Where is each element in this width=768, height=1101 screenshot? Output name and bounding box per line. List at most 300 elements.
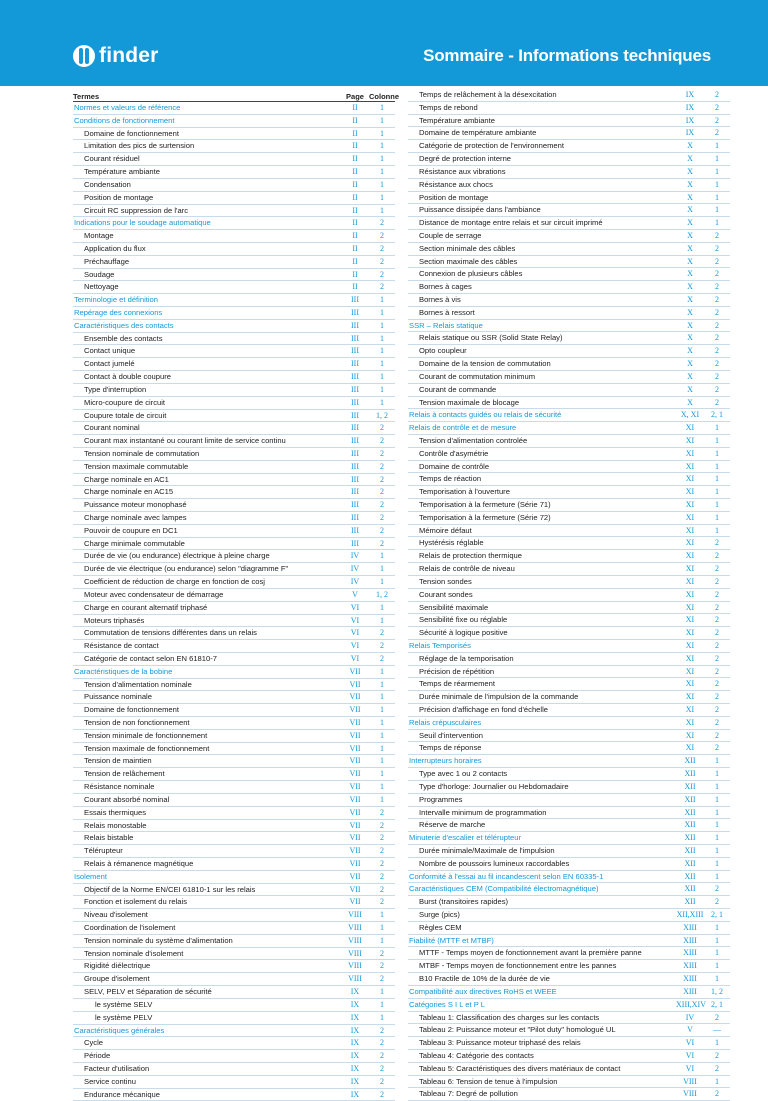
- toc-column: 1: [715, 1076, 719, 1086]
- toc-entry-row[interactable]: [408, 256, 730, 269]
- toc-entry-row[interactable]: [408, 115, 730, 128]
- toc-entry-row[interactable]: [73, 704, 395, 717]
- toc-section-row[interactable]: [408, 717, 730, 730]
- toc-entry-row[interactable]: [73, 179, 395, 192]
- toc-entry-row[interactable]: [73, 166, 395, 179]
- toc-column: 2: [715, 640, 719, 650]
- toc-term: Contact jumelé: [84, 359, 135, 369]
- toc-entry-row[interactable]: [73, 281, 395, 294]
- toc-page: VII: [349, 692, 361, 702]
- toc-term: Résistance aux chocs: [419, 179, 493, 189]
- toc-section-row[interactable]: [408, 422, 730, 435]
- toc-section-row[interactable]: [408, 883, 730, 896]
- toc-page: IX: [350, 987, 360, 997]
- toc-page: IX: [350, 1025, 360, 1035]
- toc-term: Relais de contrôle et de mesure: [409, 423, 517, 433]
- toc-term: Sensibilité fixe ou réglable: [419, 615, 508, 625]
- toc-entry-row[interactable]: [73, 435, 395, 448]
- toc-entry-row[interactable]: [408, 563, 730, 576]
- toc-entry-row[interactable]: [408, 461, 730, 474]
- toc-entry-row[interactable]: [408, 614, 730, 627]
- toc-column: —: [713, 1025, 721, 1035]
- toc-column: 2: [715, 320, 719, 330]
- toc-entry-row[interactable]: [73, 269, 395, 282]
- toc-term: Télérupteur: [84, 846, 123, 856]
- toc-term: Tableau 6: Tension de tenue à l'impulsion: [419, 1076, 558, 1086]
- toc-entry-row[interactable]: [73, 743, 395, 756]
- toc-column: 1: [715, 756, 719, 766]
- toc-entry-row[interactable]: [73, 832, 395, 845]
- toc-column: 2: [715, 564, 719, 574]
- toc-entry-row[interactable]: [408, 358, 730, 371]
- header-page: Page: [346, 92, 364, 101]
- toc-column: 1: [715, 435, 719, 445]
- toc-term: Soudage: [84, 269, 115, 279]
- toc-entry-row[interactable]: [73, 345, 395, 358]
- toc-entry-row[interactable]: [73, 474, 395, 487]
- toc-entry-row[interactable]: [73, 128, 395, 141]
- toc-entry-row[interactable]: [408, 204, 730, 217]
- toc-page: X: [687, 269, 693, 279]
- toc-entry-row[interactable]: [73, 948, 395, 961]
- toc-column: 1: [380, 308, 384, 317]
- toc-entry-row[interactable]: [408, 909, 730, 922]
- toc-entry-row[interactable]: [73, 755, 395, 768]
- toc-term: Relais crépusculaires: [409, 717, 482, 727]
- toc-column: 1: [715, 935, 719, 945]
- toc-entry-row[interactable]: [73, 153, 395, 166]
- toc-entry-row[interactable]: [73, 256, 395, 269]
- toc-entry-row[interactable]: [408, 217, 730, 230]
- toc-column: 2: [715, 602, 719, 612]
- toc-entry-row[interactable]: [73, 230, 395, 243]
- toc-page: VII: [349, 871, 361, 881]
- toc-entry-row[interactable]: [408, 1024, 730, 1037]
- toc-term: Compatibilité aux directives RoHS et WEEE: [409, 986, 557, 996]
- toc-column: 1: [380, 103, 384, 112]
- toc-page: VIII: [348, 961, 362, 971]
- toc-entry-row[interactable]: [408, 127, 730, 140]
- toc-entry-row[interactable]: [408, 243, 730, 256]
- toc-section-row[interactable]: [73, 294, 395, 307]
- toc-section-row[interactable]: [73, 320, 395, 333]
- toc-page: X: [687, 282, 693, 292]
- toc-entry-row[interactable]: [73, 371, 395, 384]
- toc-column: 1: [380, 141, 384, 151]
- toc-entry-row[interactable]: [408, 397, 730, 410]
- toc-section-row[interactable]: [73, 871, 395, 884]
- toc-entry-row[interactable]: [73, 781, 395, 794]
- toc-entry-row[interactable]: [408, 589, 730, 602]
- toc-column: 2: [715, 269, 719, 279]
- toc-entry-row[interactable]: [73, 717, 395, 730]
- toc-entry-row[interactable]: [408, 922, 730, 935]
- toc-page: XII: [684, 781, 696, 791]
- toc-term: le système PELV: [95, 1012, 153, 1022]
- toc-term: Programmes: [419, 794, 463, 804]
- toc-entry-row[interactable]: [73, 243, 395, 256]
- toc-entry-row[interactable]: [408, 473, 730, 486]
- toc-page: XI: [685, 653, 695, 663]
- toc-entry-row[interactable]: [408, 230, 730, 243]
- toc-entry-row[interactable]: [408, 1088, 730, 1101]
- toc-entry-row[interactable]: [408, 845, 730, 858]
- toc-entry-row[interactable]: [408, 960, 730, 973]
- toc-entry-row[interactable]: [73, 538, 395, 551]
- toc-term: le système SELV: [95, 999, 153, 1009]
- toc-page: X: [687, 320, 693, 330]
- toc-entry-row[interactable]: [73, 845, 395, 858]
- toc-entry-row[interactable]: [73, 358, 395, 371]
- toc-term: Température ambiante: [419, 115, 495, 125]
- toc-entry-row[interactable]: [408, 973, 730, 986]
- toc-page: II: [352, 192, 358, 202]
- toc-term: Position de montage: [84, 192, 154, 202]
- toc-term: Domaine de contrôle: [419, 461, 490, 471]
- toc-column-left: [73, 89, 399, 1101]
- toc-page: IX: [350, 1063, 360, 1073]
- toc-term: Position de montage: [419, 192, 489, 202]
- toc-entry-row[interactable]: [73, 935, 395, 948]
- toc-term: Montage: [84, 231, 114, 241]
- toc-entry-row[interactable]: [408, 537, 730, 550]
- toc-section-row[interactable]: [408, 935, 730, 948]
- header-bar: [0, 0, 768, 86]
- toc-page: XI: [685, 602, 695, 612]
- toc-entry-row[interactable]: [73, 858, 395, 871]
- toc-entry-row[interactable]: [408, 435, 730, 448]
- toc-section-row[interactable]: [408, 871, 730, 884]
- toc-term: Durée minimale/Maximale de l'impulsion: [419, 845, 555, 855]
- toc-entry-row[interactable]: [408, 704, 730, 717]
- toc-column: 2: [380, 282, 384, 292]
- toc-entry-row[interactable]: [408, 448, 730, 461]
- toc-page: XII: [684, 794, 696, 804]
- toc-entry-row[interactable]: [73, 512, 395, 525]
- toc-section-row[interactable]: [408, 755, 730, 768]
- toc-entry-row[interactable]: [408, 678, 730, 691]
- toc-column: 2: [380, 1089, 384, 1099]
- toc-term: Temps de réarmement: [419, 679, 495, 689]
- toc-entry-row[interactable]: [408, 179, 730, 192]
- toc-entry-row[interactable]: [73, 499, 395, 512]
- toc-entry-row[interactable]: [73, 525, 395, 538]
- toc-entry-row[interactable]: [73, 884, 395, 897]
- toc-entry-row[interactable]: [73, 973, 395, 986]
- toc-entry-row[interactable]: [408, 576, 730, 589]
- toc-entry-row[interactable]: [408, 140, 730, 153]
- toc-entry-row[interactable]: [408, 691, 730, 704]
- toc-entry-row[interactable]: [408, 89, 730, 102]
- toc-column: 1: [380, 935, 384, 945]
- toc-entry-row[interactable]: [73, 192, 395, 205]
- toc-entry-row[interactable]: [73, 794, 395, 807]
- toc-entry-row[interactable]: [73, 576, 395, 589]
- toc-entry-row[interactable]: [73, 820, 395, 833]
- toc-entry-row[interactable]: [73, 909, 395, 922]
- toc-entry-row[interactable]: [73, 384, 395, 397]
- toc-column: 1: [380, 384, 384, 394]
- toc-term: Relais Temporisés: [409, 640, 471, 650]
- toc-column: 2, 1: [711, 910, 723, 919]
- toc-term: Puissance nominale: [84, 692, 152, 702]
- toc-entry-row[interactable]: [73, 1063, 395, 1076]
- toc-page: VII: [349, 743, 361, 753]
- toc-entry-row[interactable]: [73, 730, 395, 743]
- toc-page: XI: [685, 730, 695, 740]
- toc-term: Réglage de la temporisation: [419, 653, 514, 663]
- toc-entry-row[interactable]: [408, 499, 730, 512]
- toc-entry-row[interactable]: [73, 999, 395, 1012]
- toc-page: VIII: [683, 1089, 697, 1099]
- toc-entry-row[interactable]: [73, 589, 395, 602]
- toc-entry-row[interactable]: [73, 896, 395, 909]
- toc-column: 1: [380, 782, 384, 792]
- toc-entry-row[interactable]: [408, 512, 730, 525]
- toc-page: VII: [349, 756, 361, 766]
- toc-entry-row[interactable]: [73, 1012, 395, 1025]
- toc-entry-row[interactable]: [408, 384, 730, 397]
- toc-term: Tension maximale commutable: [84, 461, 189, 471]
- toc-term: Tension d'alimentation controlée: [419, 435, 528, 445]
- toc-term: Application du flux: [84, 243, 146, 253]
- toc-column: 1: [715, 769, 719, 779]
- toc-entry-row[interactable]: [408, 153, 730, 166]
- toc-column: 2: [380, 628, 384, 638]
- toc-entry-row[interactable]: [408, 294, 730, 307]
- toc-column: 1: [715, 166, 719, 176]
- toc-column: 2: [380, 1038, 384, 1048]
- toc-entry-row[interactable]: [73, 550, 395, 563]
- toc-page: VIII: [348, 948, 362, 958]
- toc-entry-row[interactable]: [408, 332, 730, 345]
- toc-column: 1: [715, 512, 719, 522]
- toc-column: 2: [380, 807, 384, 817]
- toc-column: 1: [380, 718, 384, 727]
- toc-entry-row[interactable]: [73, 679, 395, 692]
- toc-column: 1, 2: [711, 986, 723, 996]
- toc-entry-row[interactable]: [73, 140, 395, 153]
- toc-page: XI: [685, 640, 695, 650]
- toc-term: Limitation des pics de surtension: [84, 141, 195, 151]
- toc-entry-row[interactable]: [408, 602, 730, 615]
- toc-entry-row[interactable]: [408, 742, 730, 755]
- toc-page: XI: [685, 743, 695, 753]
- toc-page: VII: [349, 858, 361, 868]
- toc-entry-row[interactable]: [408, 781, 730, 794]
- toc-section-row[interactable]: [73, 217, 395, 230]
- toc-column: 1: [380, 115, 384, 125]
- toc-page: X: [687, 359, 693, 369]
- toc-term: Domaine de température ambiante: [419, 128, 537, 138]
- toc-page: XI: [685, 717, 695, 727]
- toc-term: Temporisation à l'ouverture: [419, 487, 510, 497]
- toc-entry-row[interactable]: [73, 461, 395, 474]
- toc-page: V: [687, 1025, 693, 1035]
- toc-section-row[interactable]: [408, 986, 730, 999]
- toc-entry-row[interactable]: [408, 819, 730, 832]
- toc-term: Seuil d'intervention: [419, 730, 483, 740]
- toc-entry-row[interactable]: [408, 102, 730, 115]
- toc-entry-row[interactable]: [408, 1076, 730, 1089]
- finder-logo-icon: [73, 45, 95, 67]
- toc-term: Facteur d'utilisation: [84, 1063, 150, 1073]
- toc-term: Catégorie de protection de l'environnement: [419, 141, 564, 151]
- toc-term: Coefficient de réduction de charge en fonction de cosj: [84, 577, 265, 587]
- toc-entry-row[interactable]: [408, 1063, 730, 1076]
- toc-column: 2: [715, 1050, 719, 1060]
- toc-page: IX: [685, 102, 695, 112]
- toc-page: IV: [350, 551, 360, 561]
- toc-entry-row[interactable]: [73, 422, 395, 435]
- toc-entry-row[interactable]: [408, 896, 730, 909]
- toc-term: Température ambiante: [84, 167, 160, 177]
- toc-entry-row[interactable]: [73, 807, 395, 820]
- toc-column: 1: [380, 743, 384, 753]
- page-title: Sommaire - Informations techniques: [423, 46, 711, 65]
- toc-entry-row[interactable]: [73, 1076, 395, 1089]
- toc-page: XII: [684, 769, 696, 779]
- toc-entry-row[interactable]: [408, 345, 730, 358]
- toc-entry-row[interactable]: [73, 563, 395, 576]
- toc-column: 1: [380, 128, 384, 138]
- toc-term: Charge minimale commutable: [84, 538, 185, 548]
- toc-entry-row[interactable]: [73, 640, 395, 653]
- toc-entry-row[interactable]: [408, 525, 730, 538]
- toc-page: II: [352, 128, 358, 138]
- toc-page: XIII: [683, 961, 697, 971]
- toc-entry-row[interactable]: [408, 768, 730, 781]
- toc-column: 2: [380, 474, 384, 484]
- toc-section-row[interactable]: [408, 409, 730, 422]
- toc-entry-row[interactable]: [73, 448, 395, 461]
- toc-term: Courant de commande: [419, 384, 497, 394]
- toc-term: Courant max instantané ou courant limite de service continu: [84, 436, 286, 446]
- toc-page: XI: [685, 474, 695, 484]
- toc-section-row[interactable]: [73, 307, 395, 320]
- toc-term: Courant sondes: [419, 589, 473, 599]
- toc-column: 1: [715, 858, 719, 868]
- toc-entry-row[interactable]: [73, 691, 395, 704]
- toc-term: Domaine de fonctionnement: [84, 128, 179, 138]
- toc-column: 1: [380, 179, 384, 189]
- toc-page: VII: [349, 833, 361, 843]
- toc-column: 1: [715, 423, 719, 433]
- toc-entry-row[interactable]: [73, 333, 395, 346]
- toc-entry-row[interactable]: [73, 602, 395, 615]
- toc-entry-row[interactable]: [408, 653, 730, 666]
- toc-entry-row[interactable]: [73, 1037, 395, 1050]
- toc-page: III: [351, 474, 359, 484]
- toc-term: Section minimale des câbles: [419, 243, 516, 253]
- toc-column: 1: [380, 910, 384, 920]
- toc-entry-row[interactable]: [73, 960, 395, 973]
- toc-entry-row[interactable]: [73, 397, 395, 410]
- toc-term: Distance de montage entre relais et sur circuit imprimé: [419, 218, 603, 228]
- toc-term: Repérage des connexions: [74, 308, 163, 317]
- toc-entry-row[interactable]: [73, 922, 395, 935]
- toc-page: XII: [684, 756, 696, 766]
- toc-entry-row[interactable]: [408, 1012, 730, 1025]
- toc-entry-row[interactable]: [408, 1037, 730, 1050]
- toc-entry-row[interactable]: [408, 307, 730, 320]
- toc-entry-row[interactable]: [73, 768, 395, 781]
- toc-column: 1: [380, 1012, 384, 1022]
- toc-page: XIII: [683, 922, 697, 932]
- toc-column: 2: [715, 90, 719, 99]
- toc-term: Terminologie et définition: [74, 295, 159, 305]
- toc-entry-row[interactable]: [408, 627, 730, 640]
- toc-entry-row[interactable]: [408, 192, 730, 205]
- toc-entry-row[interactable]: [73, 653, 395, 666]
- toc-column: 2: [715, 243, 719, 253]
- toc-section-row[interactable]: [408, 640, 730, 653]
- toc-entry-row[interactable]: [408, 166, 730, 179]
- toc-column: 1: [715, 154, 719, 164]
- toc-column: 1: [715, 474, 719, 484]
- toc-entry-row[interactable]: [408, 550, 730, 563]
- toc-entry-row[interactable]: [408, 268, 730, 281]
- toc-term: Tension maximale de fonctionnement: [84, 743, 210, 753]
- toc-section-row[interactable]: [408, 320, 730, 333]
- toc-entry-row[interactable]: [408, 281, 730, 294]
- toc-term: Tableau 1: Classification des charges sur les contacts: [419, 1012, 600, 1022]
- toc-section-row[interactable]: [73, 115, 395, 128]
- toc-entry-row[interactable]: [73, 615, 395, 628]
- toc-column: 2: [715, 295, 719, 304]
- toc-entry-row[interactable]: [73, 486, 395, 499]
- toc-entry-row[interactable]: [73, 205, 395, 218]
- toc-entry-row[interactable]: [408, 794, 730, 807]
- toc-entry-row[interactable]: [408, 858, 730, 871]
- toc-entry-row[interactable]: [408, 730, 730, 743]
- toc-column: 2: [380, 269, 384, 279]
- toc-entry-row[interactable]: [408, 666, 730, 679]
- toc-entry-row[interactable]: [408, 947, 730, 960]
- toc-column: 2: [380, 461, 384, 471]
- toc-section-row[interactable]: [408, 999, 730, 1012]
- toc-term: Temps de rebond: [419, 102, 478, 112]
- toc-page: X: [687, 141, 693, 151]
- toc-entry-row[interactable]: [408, 486, 730, 499]
- toc-column: 1: [380, 692, 384, 702]
- toc-entry-row[interactable]: [73, 410, 395, 423]
- toc-section-row[interactable]: [408, 832, 730, 845]
- toc-section-row[interactable]: [73, 1025, 395, 1038]
- toc-section-row[interactable]: [73, 102, 395, 115]
- toc-entry-row[interactable]: [73, 627, 395, 640]
- toc-column: 2: [715, 551, 719, 561]
- toc-entry-row[interactable]: [73, 986, 395, 999]
- toc-entry-row[interactable]: [73, 1089, 395, 1101]
- toc-header: [73, 89, 399, 102]
- toc-section-row[interactable]: [73, 666, 395, 679]
- toc-term: Tableau 4: Catégorie des contacts: [419, 1050, 534, 1060]
- toc-entry-row[interactable]: [408, 807, 730, 820]
- toc-page: XI: [685, 576, 695, 586]
- toc-column: 1: [380, 730, 384, 740]
- toc-column: 1: [380, 372, 384, 382]
- toc-column: 2: [715, 705, 719, 714]
- toc-page: XII: [684, 897, 696, 907]
- toc-page: VII: [349, 718, 361, 727]
- toc-entry-row[interactable]: [73, 1050, 395, 1063]
- toc-column: 2: [715, 628, 719, 638]
- toc-column: 2: [380, 871, 384, 881]
- toc-entry-row[interactable]: [408, 371, 730, 384]
- toc-entry-row[interactable]: [408, 1050, 730, 1063]
- toc-page: III: [351, 423, 359, 433]
